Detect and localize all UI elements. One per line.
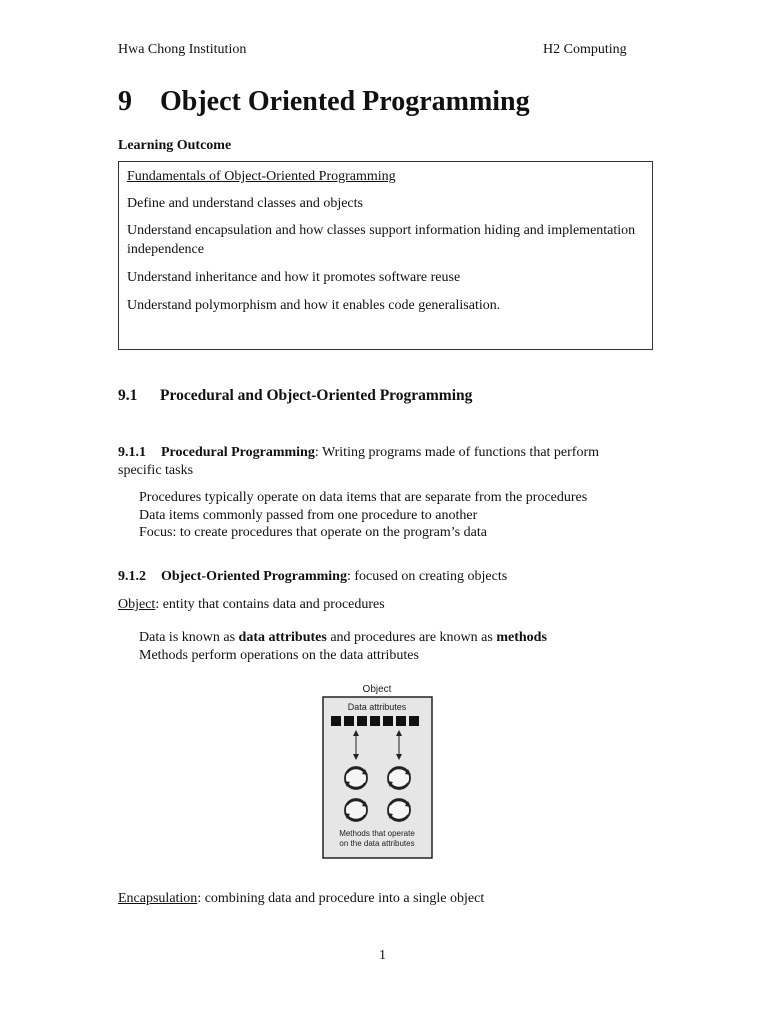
learning-outcome-box: [118, 161, 653, 350]
procedural-points: [139, 489, 587, 542]
header-subject: H2 Computing: [543, 42, 627, 57]
learning-outcome-heading: Learning Outcome: [118, 138, 232, 153]
object-definition-text: : entity that contains data and procedures: [155, 597, 385, 612]
method-cycle-icon: [344, 799, 368, 821]
data-attribute-block: [344, 716, 354, 726]
chapter-title-text: Object Oriented Programming: [160, 86, 530, 117]
learning-outcome-item: Define and understand classes and objects: [127, 196, 363, 211]
data-attribute-block: [396, 716, 406, 726]
methods-label-line2: on the data attributes: [339, 839, 415, 848]
data-attribute-block: [370, 716, 380, 726]
data-attribute-block: [409, 716, 419, 726]
list-item: Data is known as data attributes and procedures are known as methods: [139, 630, 547, 645]
subsection-9-1-2: [118, 568, 507, 586]
list-item: Focus: to create procedures that operate on the program’s data: [139, 525, 487, 540]
object-definition: [118, 596, 385, 614]
section-heading-9-1: [118, 387, 472, 405]
method-cycle-icon: [344, 767, 368, 789]
encapsulation-definition-text: : combining data and procedure into a single object: [197, 891, 485, 906]
term-encapsulation: Encapsulation: [118, 891, 198, 906]
list-item: Procedures typically operate on data items that are separate from the procedures: [139, 490, 588, 505]
term-data-attributes: data attributes: [238, 630, 327, 645]
object-diagram: [320, 680, 435, 860]
subsection-number: 9.1.2: [118, 569, 146, 584]
term-object: Object: [118, 597, 156, 612]
chapter-number: 9: [118, 86, 132, 117]
method-cycle-icon: [387, 767, 411, 789]
chapter-title: [118, 86, 530, 118]
header-institution: Hwa Chong Institution: [118, 42, 247, 57]
page-number: 1: [379, 948, 386, 963]
methods-label-line1: Methods that operate: [339, 829, 415, 838]
subsection-number: 9.1.1: [118, 445, 146, 460]
method-cycle-icon: [387, 799, 411, 821]
procedural-definition: : Writing programs made of functions that perform specific tasks: [118, 445, 600, 478]
term-methods: methods: [496, 630, 547, 645]
encapsulation-definition: [118, 890, 484, 908]
data-attribute-block: [383, 716, 393, 726]
learning-outcome-item: Understand polymorphism and how it enables code generalisation.: [127, 298, 501, 313]
learning-outcome-item: Understand encapsulation and how classes support information hiding and implementation independence: [127, 223, 636, 257]
term-procedural-programming: Procedural Programming: [161, 445, 315, 460]
term-oop: Object-Oriented Programming: [161, 569, 347, 584]
section-title: Procedural and Object-Oriented Programming: [160, 387, 473, 404]
object-points: [139, 629, 547, 664]
data-attribute-blocks: [331, 716, 419, 726]
data-attributes-label: Data attributes: [347, 702, 407, 712]
data-attribute-block: [357, 716, 367, 726]
learning-outcome-subtitle: Fundamentals of Object-Oriented Programming: [127, 169, 396, 184]
subsection-9-1-1: [118, 444, 618, 480]
oop-definition: : focused on creating objects: [346, 569, 508, 584]
list-item: Methods perform operations on the data attributes: [139, 647, 419, 663]
data-attribute-block: [331, 716, 341, 726]
learning-outcome-item: Understand inheritance and how it promotes software reuse: [127, 270, 461, 285]
list-item: Data items commonly passed from one procedure to another: [139, 507, 478, 523]
diagram-title: Object: [362, 684, 392, 695]
section-number: 9.1: [118, 387, 138, 404]
